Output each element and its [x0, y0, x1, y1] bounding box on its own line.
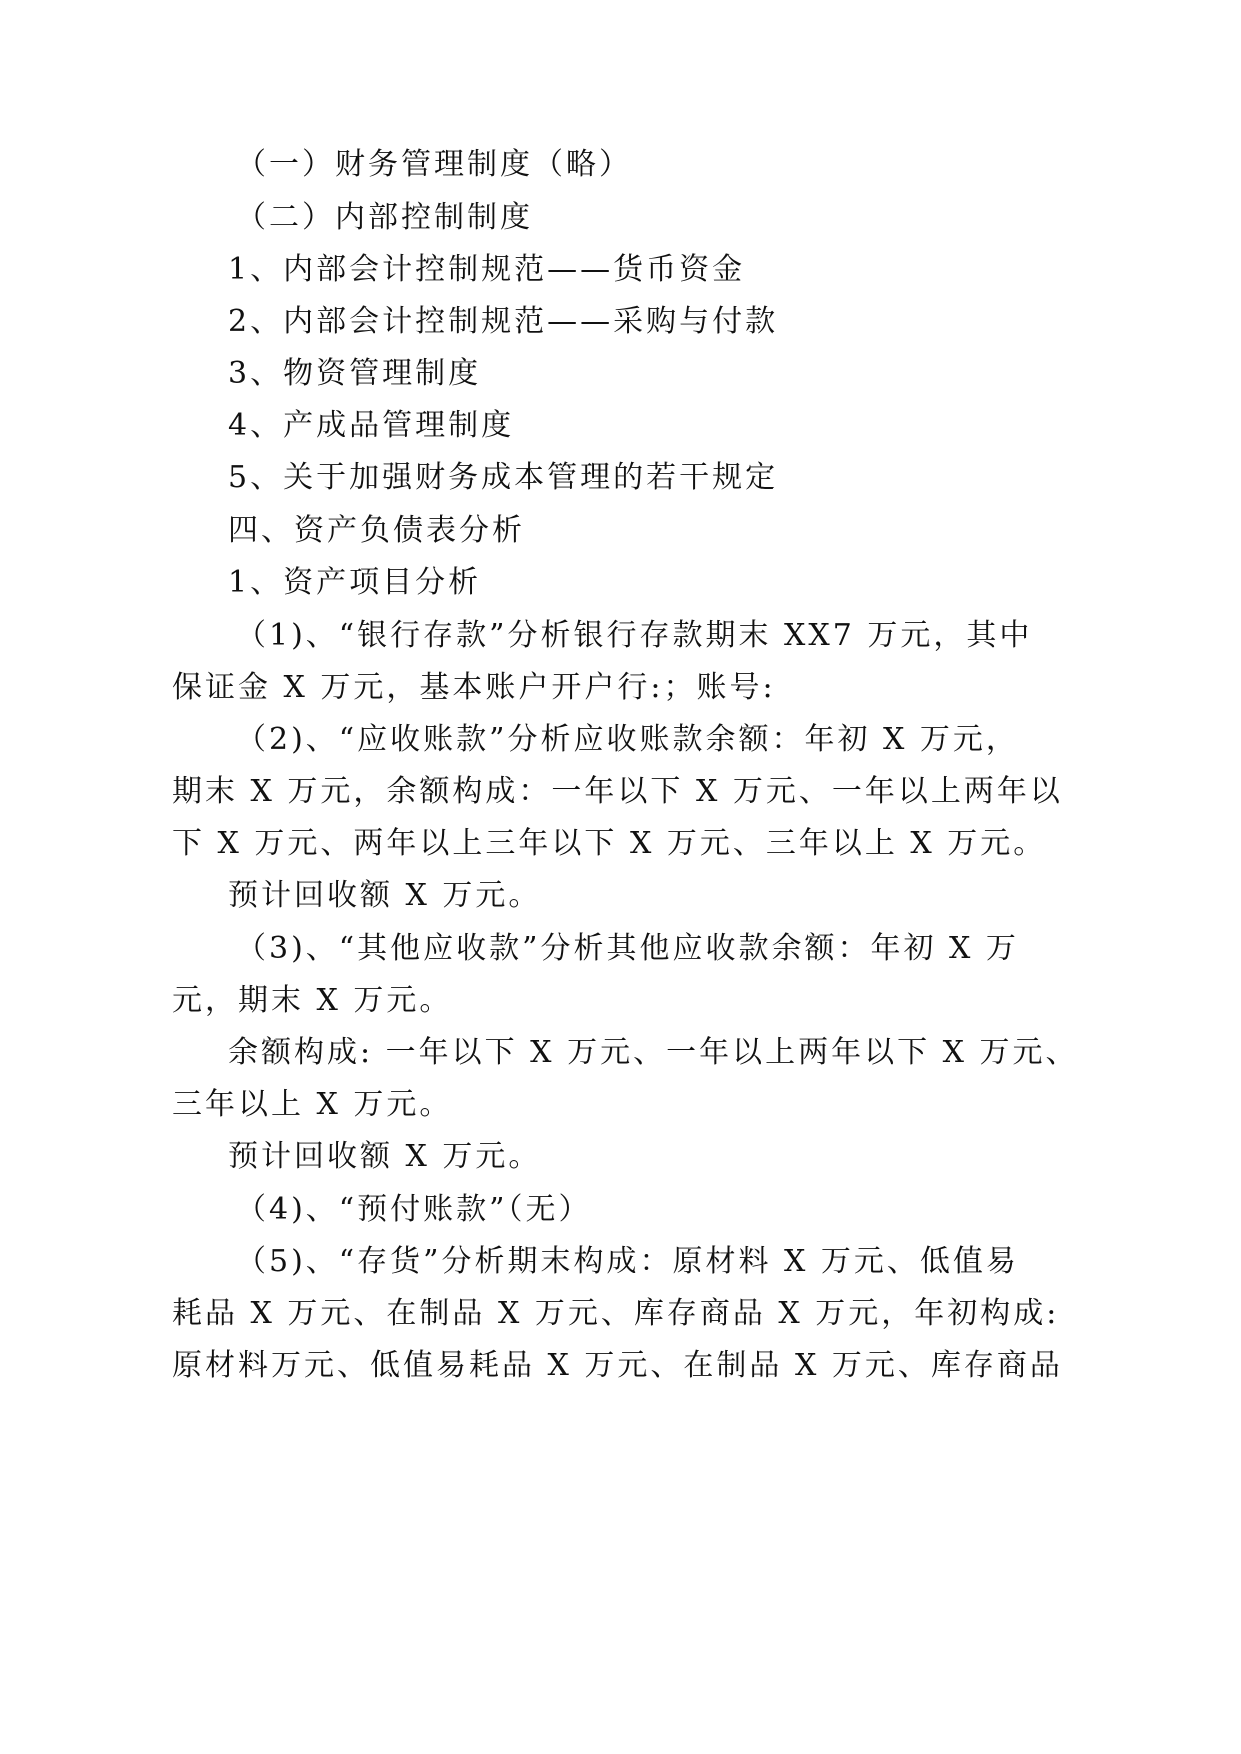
- section-heading: 四、资产负债表分析: [228, 513, 525, 548]
- subsection-heading: （二）内部控制制度: [236, 200, 533, 235]
- paragraph-line: 余额构成: 一年以下 X 万元、一年以上两年以下 X 万元、: [228, 1035, 1079, 1070]
- paragraph-line: 下 X 万元、两年以上三年以下 X 万元、三年以上 X 万元。: [172, 826, 1047, 861]
- list-item: 4、产成品管理制度: [228, 408, 515, 443]
- paragraph-line: 耗品 X 万元、在制品 X 万元、库存商品 X 万元，年初构成:: [172, 1296, 1060, 1331]
- paragraph-line: 三年以上 X 万元。: [172, 1087, 453, 1122]
- subsection-heading: （一）财务管理制度（略）: [236, 147, 632, 182]
- paragraph-line: （3)、“其他应收款”分析其他应收款余额：年初 X 万: [236, 931, 1019, 966]
- paragraph-line: 期末 X 万元，余额构成：一年以下 X 万元、一年以上两年以: [172, 774, 1063, 809]
- paragraph-line: 原材料万元、低值易耗品 X 万元、在制品 X 万元、库存商品: [172, 1348, 1063, 1383]
- paragraph-line: （5)、“存货”分析期末构成：原材料 X 万元、低值易: [236, 1244, 1019, 1279]
- paragraph-line: （1)、“银行存款”分析银行存款期末 XX7 万元，其中: [236, 618, 1033, 653]
- list-item: 3、物资管理制度: [228, 356, 482, 391]
- list-item: 2、内部会计控制规范——采购与付款: [228, 304, 779, 339]
- subsection-heading: 1、资产项目分析: [228, 565, 482, 600]
- paragraph-line: 预计回收额 X 万元。: [228, 878, 542, 913]
- paragraph-line: 预计回收额 X 万元。: [228, 1139, 542, 1174]
- paragraph-line: （4)、“预付账款”（无）: [236, 1192, 592, 1227]
- list-item: 1、内部会计控制规范——货币资金: [228, 252, 746, 287]
- paragraph-line: （2)、“应收账款”分析应收账款余额：年初 X 万元，: [236, 722, 1019, 757]
- paragraph-line: 元，期末 X 万元。: [172, 983, 453, 1018]
- list-item: 5、关于加强财务成本管理的若干规定: [228, 460, 779, 495]
- paragraph-line: 保证金 X 万元，基本账户开户行:；账号:: [172, 670, 776, 705]
